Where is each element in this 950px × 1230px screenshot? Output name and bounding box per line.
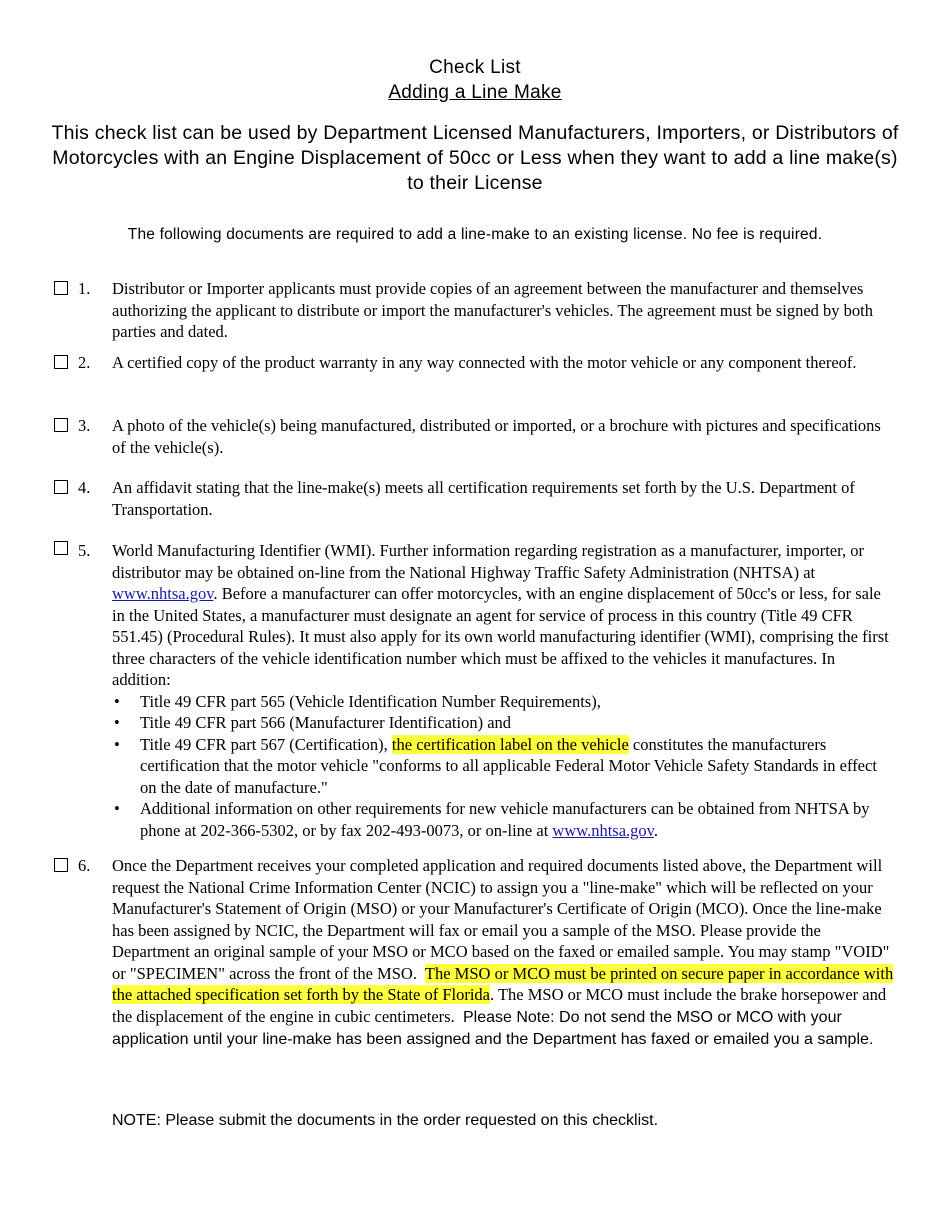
item-text: A photo of the vehicle(s) being manufactured, distributed or imported, or a brochure with pictures and specifications of the vehicle(s).: [112, 416, 881, 457]
item-text: [112, 540, 897, 841]
item-number: 3.: [78, 416, 91, 435]
item-number: 1.: [78, 279, 91, 298]
checkbox-item-3[interactable]: [54, 418, 68, 432]
page-subtitle: Adding a Line Make: [388, 82, 562, 103]
item-text: An affidavit stating that the line-make(s) meets all certification requirements set forth by the U.S. Department of Transportation.: [112, 478, 855, 519]
item-number: 6.: [78, 856, 91, 875]
please-note-text: Please Note: Do not send the MSO or MCO with your application until your line-make has been assigned and the Department has faxed or emailed you a sample.: [112, 1008, 874, 1048]
highlighted-text: The MSO or MCO must be printed on secure paper in accordance with the attached specification set forth by the State of Florida: [112, 963, 894, 1004]
requirement-statement: The following documents are required to add a line-make to an existing license. No fee is required.: [127, 226, 823, 243]
item-number: 4.: [78, 478, 91, 497]
item-text-part: Once the Department receives your completed application and required documents listed above, the Department will request the National Crime Information Center (NCIC) to assign you a "line-make" which will be reflected on your Manufacturer's Statement of Origin (MSO) or your Manufacturer's Certificate of Origin (MCO). Once the line-make has been assigned by NCIC, the Department will fax or email you a sample of the MSO. Please provide the Department an original sample of your MSO or MCO based on the faxed or emailed sample. You may stamp "VOID" or "SPECIMEN" across the front of the MSO.: [112, 856, 890, 983]
page-title: Check List: [429, 57, 521, 78]
item-text: A certified copy of the product warranty in any way connected with the motor vehicle or any component thereof.: [112, 353, 857, 372]
bullet-item: [112, 691, 897, 713]
item-text-part: . Before a manufacturer can offer motorcycles, with an engine displacement of 50cc's or less, for sale in the United States, a manufacturer must designate an agent for service of process in this country (Title 49 CFR 551.45) (Procedural Rules). It must also apply for its own world manufacturing identifier (WMI), comprising the first three characters of the vehicle identification number which must be affixed to the vehicles it manufactures. In addition:: [112, 584, 889, 689]
bullet-text: Title 49 CFR part 567 (Certification),: [140, 734, 388, 754]
bullet-item: [112, 798, 897, 841]
nhtsa-link[interactable]: www.nhtsa.gov: [112, 584, 214, 603]
checkbox-item-6[interactable]: [54, 858, 68, 872]
nhtsa-link[interactable]: www.nhtsa.gov: [552, 820, 654, 840]
requirements-bullet-list: [112, 691, 897, 842]
bullet-text: constitutes the manufacturers certification that the motor vehicle "conforms to all applicable Federal Motor Vehicle Safety Standards in effect on the date of manufacture.": [140, 734, 877, 797]
item-text-part: . The MSO or MCO must include the brake horsepower and the displacement of the engine in cubic centimeters.: [112, 985, 887, 1026]
item-text-part: World Manufacturing Identifier (WMI). Further information regarding registration as a manufacturer, importer, or distributor may be obtained on-line from the National Highway Traffic Safety Administration (NHTSA) at: [112, 541, 864, 582]
checkbox-item-2[interactable]: [54, 355, 68, 369]
checkbox-item-5[interactable]: [54, 541, 68, 555]
footer-note: NOTE: Please submit the documents in the order requested on this checklist.: [112, 1112, 659, 1129]
bullet-text: .: [653, 820, 658, 840]
intro-paragraph: This check list can be used by Department Licensed Manufacturers, Importers, or Distributors of Motorcycles with an Engine Displacement of 50cc or Less when they want to add a line make(s) to their License: [51, 122, 899, 194]
item-number: 2.: [78, 353, 91, 372]
bullet-text: Additional information on other requirements for new vehicle manufacturers can be obtained from NHTSA by phone at 202-366-5302, or by fax 202-493-0073, or on-line at: [140, 799, 870, 840]
item-number: 5.: [78, 541, 91, 560]
checkbox-item-4[interactable]: [54, 480, 68, 494]
item-text: [112, 855, 897, 1051]
highlighted-text: the certification label on the vehicle: [391, 734, 629, 754]
item-text: Distributor or Importer applicants must provide copies of an agreement between the manufacturer and themselves authorizing the applicant to distribute or import the manufacturer's vehicles. The agreement must be signed by both parties and dated.: [112, 279, 873, 341]
bullet-text: Title 49 CFR part 566 (Manufacturer Identification) and: [140, 713, 512, 732]
bullet-item: [112, 712, 897, 734]
bullet-item: [112, 734, 897, 799]
bullet-text: Title 49 CFR part 565 (Vehicle Identification Number Requirements),: [140, 691, 601, 711]
checkbox-item-1[interactable]: [54, 281, 68, 295]
